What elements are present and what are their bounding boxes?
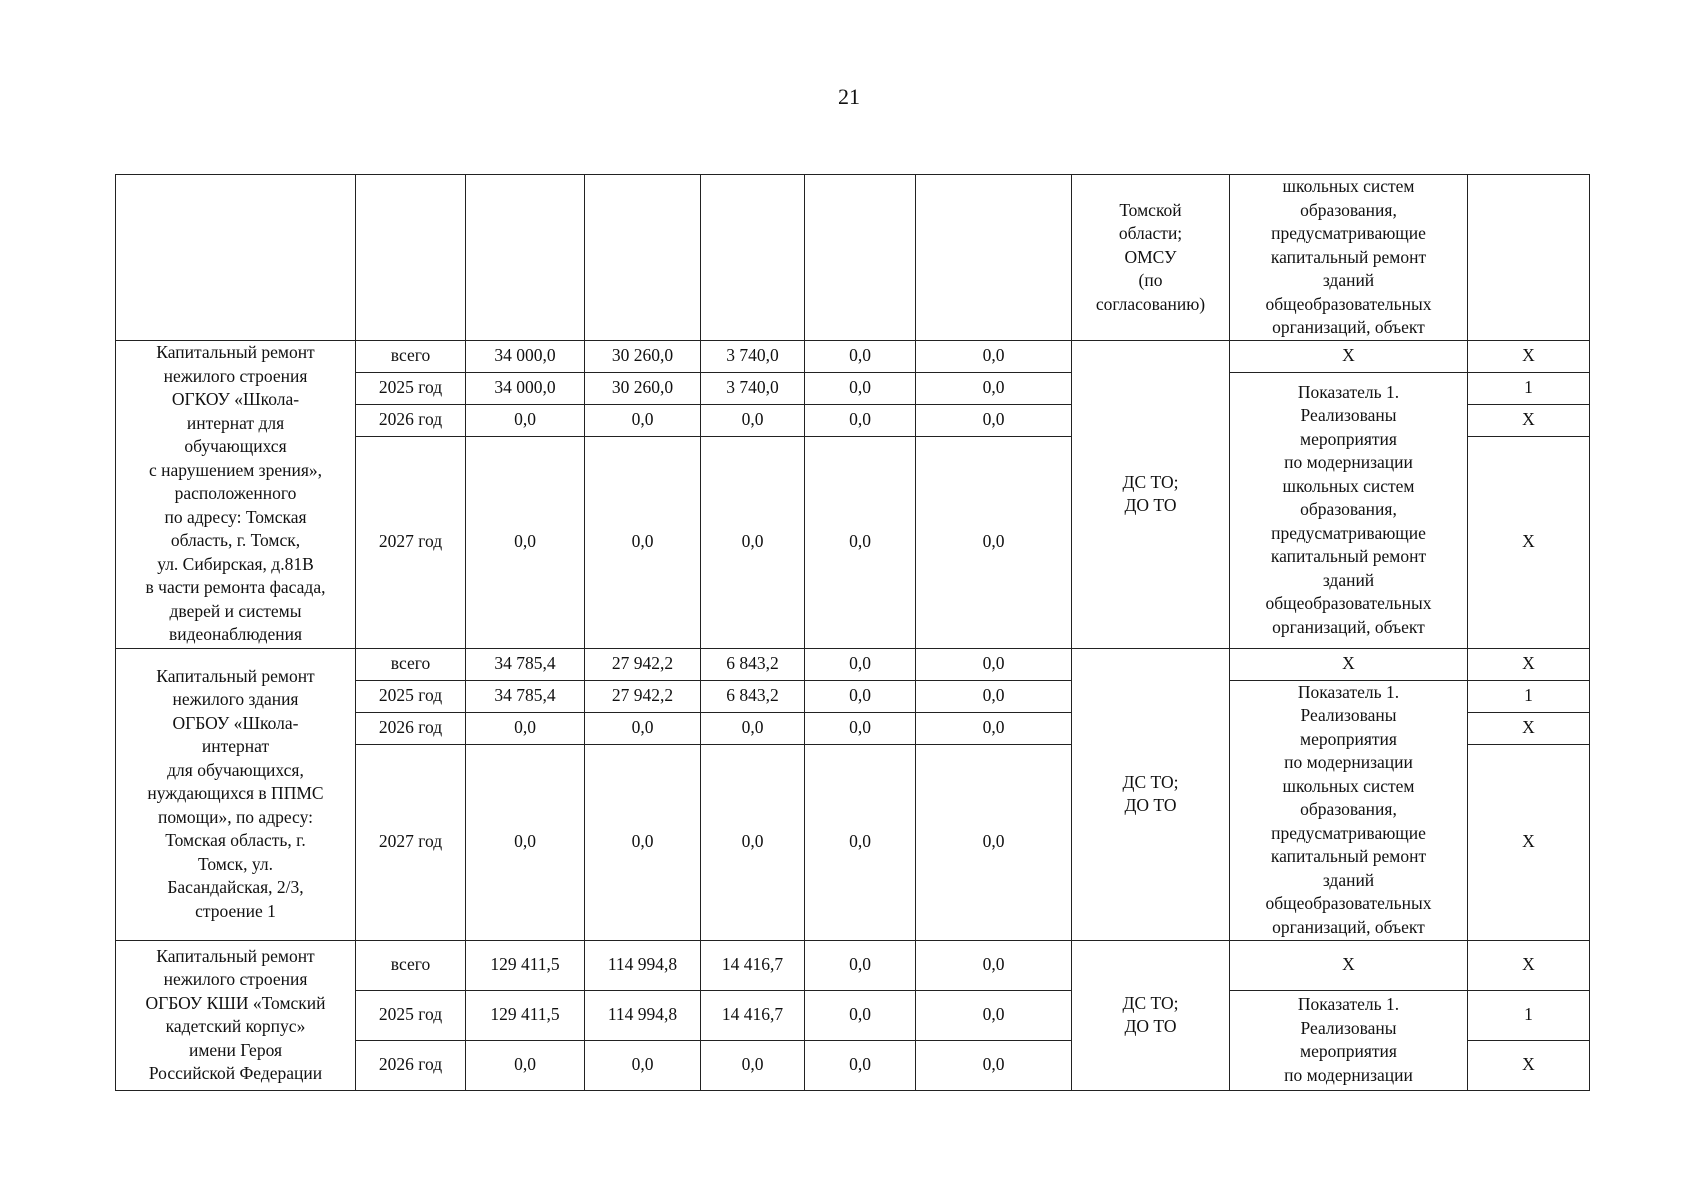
- value-cell: 30 260,0: [585, 340, 701, 372]
- value-cell: 0,0: [916, 990, 1072, 1040]
- value-cell: 0,0: [805, 340, 916, 372]
- period-cell: 2026 год: [356, 1040, 466, 1090]
- value-cell: 0,0: [701, 1040, 805, 1090]
- period-cell: 2027 год: [356, 744, 466, 940]
- indicator-cell: [1230, 372, 1468, 648]
- value-cell: 0,0: [701, 436, 805, 648]
- object-name: Капитальный ремонт нежилого строения ОГКОУ «Школа- интернат для обучающихся с нарушением зрения», расположенного по адресу: Томская область, г. Томск, ул. Сибирская, д.81В в части ремонта фасада, дверей и системы видеонаблюдения: [145, 342, 326, 645]
- value-cell: 34 785,4: [466, 680, 585, 712]
- period-cell: 2025 год: [356, 372, 466, 404]
- object-name-cell: [116, 648, 356, 940]
- value-cell: 0,0: [466, 436, 585, 648]
- page-number: 21: [838, 84, 860, 109]
- object-name-cell: [116, 340, 356, 648]
- table-row: [116, 648, 1590, 680]
- value-cell: 3 740,0: [701, 372, 805, 404]
- value-cell: 0,0: [805, 372, 916, 404]
- value-cell: 3 740,0: [701, 340, 805, 372]
- value-cell: 0,0: [466, 744, 585, 940]
- value-cell: 0,0: [916, 648, 1072, 680]
- value-cell: 0,0: [805, 436, 916, 648]
- target-cell: Х: [1468, 940, 1590, 990]
- value-cell: 0,0: [466, 1040, 585, 1090]
- value-cell-empty: [805, 175, 916, 341]
- indicator-text: Показатель 1. Реализованы мероприятия по модернизации школьных систем образования, предусматривающие капитальный ремонт зданий общеобразовательных организаций, объект: [1265, 681, 1432, 937]
- value-cell-empty: [585, 175, 701, 341]
- table-row: [116, 340, 1590, 372]
- period-cell: 2026 год: [356, 712, 466, 744]
- responsible-cell: [1072, 648, 1230, 940]
- value-cell: 27 942,2: [585, 680, 701, 712]
- period-cell: всего: [356, 940, 466, 990]
- responsible-text: Томской области; ОМСУ (по согласованию): [1095, 199, 1206, 314]
- value-cell-empty: [916, 175, 1072, 341]
- target-cell: Х: [1468, 712, 1590, 744]
- value-cell: 114 994,8: [585, 990, 701, 1040]
- indicator-total-cell: Х: [1230, 940, 1468, 990]
- target-cell-empty: [1468, 175, 1590, 341]
- value-cell: 114 994,8: [585, 940, 701, 990]
- indicator-text: Показатель 1. Реализованы мероприятия по модернизации: [1284, 994, 1413, 1085]
- value-cell: 6 843,2: [701, 648, 805, 680]
- value-cell: 0,0: [585, 744, 701, 940]
- value-cell: 0,0: [805, 1040, 916, 1090]
- value-cell: 0,0: [466, 404, 585, 436]
- value-cell: 6 843,2: [701, 680, 805, 712]
- indicator-cell: [1230, 680, 1468, 940]
- target-cell: Х: [1468, 1040, 1590, 1090]
- value-cell: 0,0: [916, 404, 1072, 436]
- period-cell: 2027 год: [356, 436, 466, 648]
- value-cell: 0,0: [805, 404, 916, 436]
- responsible-text: ДС ТО; ДО ТО: [1122, 771, 1179, 815]
- target-cell: Х: [1468, 436, 1590, 648]
- object-name: Капитальный ремонт нежилого здания ОГБОУ «Школа- интернат для обучающихся, нуждающихся в ППМС помощи», по адресу: Томская область, г. Томск, ул. Басандайская, 2/3, строение 1: [147, 665, 324, 921]
- table-row: [116, 940, 1590, 990]
- value-cell: 0,0: [916, 744, 1072, 940]
- value-cell: 0,0: [585, 436, 701, 648]
- value-cell: 0,0: [805, 648, 916, 680]
- value-cell: 27 942,2: [585, 648, 701, 680]
- name-cell-empty: [116, 175, 356, 341]
- responsible-text: ДС ТО; ДО ТО: [1122, 471, 1179, 515]
- budget-table: [115, 174, 1590, 1091]
- value-cell: 34 000,0: [466, 340, 585, 372]
- value-cell: 0,0: [916, 372, 1072, 404]
- value-cell: 0,0: [805, 712, 916, 744]
- period-cell: 2025 год: [356, 680, 466, 712]
- value-cell: 0,0: [466, 712, 585, 744]
- value-cell: 0,0: [916, 680, 1072, 712]
- period-cell: всего: [356, 648, 466, 680]
- object-name-cell: [116, 940, 356, 1090]
- indicator-total-cell: Х: [1230, 340, 1468, 372]
- value-cell: 34 785,4: [466, 648, 585, 680]
- indicator-cell: [1230, 990, 1468, 1090]
- value-cell: 0,0: [916, 340, 1072, 372]
- period-cell: 2025 год: [356, 990, 466, 1040]
- value-cell: 0,0: [805, 990, 916, 1040]
- value-cell: 14 416,7: [701, 940, 805, 990]
- value-cell: 129 411,5: [466, 990, 585, 1040]
- value-cell: 0,0: [701, 744, 805, 940]
- value-cell: 0,0: [585, 712, 701, 744]
- value-cell: 0,0: [585, 1040, 701, 1090]
- value-cell-empty: [466, 175, 585, 341]
- value-cell: 0,0: [701, 712, 805, 744]
- target-cell: 1: [1468, 680, 1590, 712]
- target-cell: Х: [1468, 744, 1590, 940]
- value-cell: 34 000,0: [466, 372, 585, 404]
- object-name: Капитальный ремонт нежилого строения ОГБОУ КШИ «Томский кадетский корпус» имени Героя Российской Федерации: [145, 945, 326, 1083]
- value-cell: 0,0: [701, 404, 805, 436]
- value-cell: 0,0: [805, 744, 916, 940]
- value-cell: 0,0: [916, 712, 1072, 744]
- target-cell: 1: [1468, 990, 1590, 1040]
- value-cell: 0,0: [585, 404, 701, 436]
- value-cell: 0,0: [916, 436, 1072, 648]
- responsible-cell: [1072, 340, 1230, 648]
- value-cell-empty: [701, 175, 805, 341]
- value-cell: 129 411,5: [466, 940, 585, 990]
- value-cell: 30 260,0: [585, 372, 701, 404]
- value-cell: 0,0: [916, 1040, 1072, 1090]
- value-cell: 0,0: [916, 940, 1072, 990]
- period-cell-empty: [356, 175, 466, 341]
- target-cell: Х: [1468, 404, 1590, 436]
- target-cell: Х: [1468, 340, 1590, 372]
- indicator-cell: [1230, 175, 1468, 341]
- target-cell: 1: [1468, 372, 1590, 404]
- indicator-text: Показатель 1. Реализованы мероприятия по модернизации школьных систем образования, предусматривающие капитальный ремонт зданий общеобразовательных организаций, объект: [1265, 381, 1432, 637]
- value-cell: 0,0: [805, 940, 916, 990]
- period-cell: 2026 год: [356, 404, 466, 436]
- period-cell: всего: [356, 340, 466, 372]
- responsible-cell: [1072, 175, 1230, 341]
- target-cell: Х: [1468, 648, 1590, 680]
- responsible-text: ДС ТО; ДО ТО: [1122, 992, 1179, 1036]
- value-cell: 14 416,7: [701, 990, 805, 1040]
- indicator-total-cell: Х: [1230, 648, 1468, 680]
- indicator-text: школьных систем образования, предусматривающие капитальный ремонт зданий общеобразовательных организаций, объект: [1265, 176, 1432, 337]
- value-cell: 0,0: [805, 680, 916, 712]
- responsible-cell: [1072, 940, 1230, 1090]
- continuation-row: [116, 175, 1590, 341]
